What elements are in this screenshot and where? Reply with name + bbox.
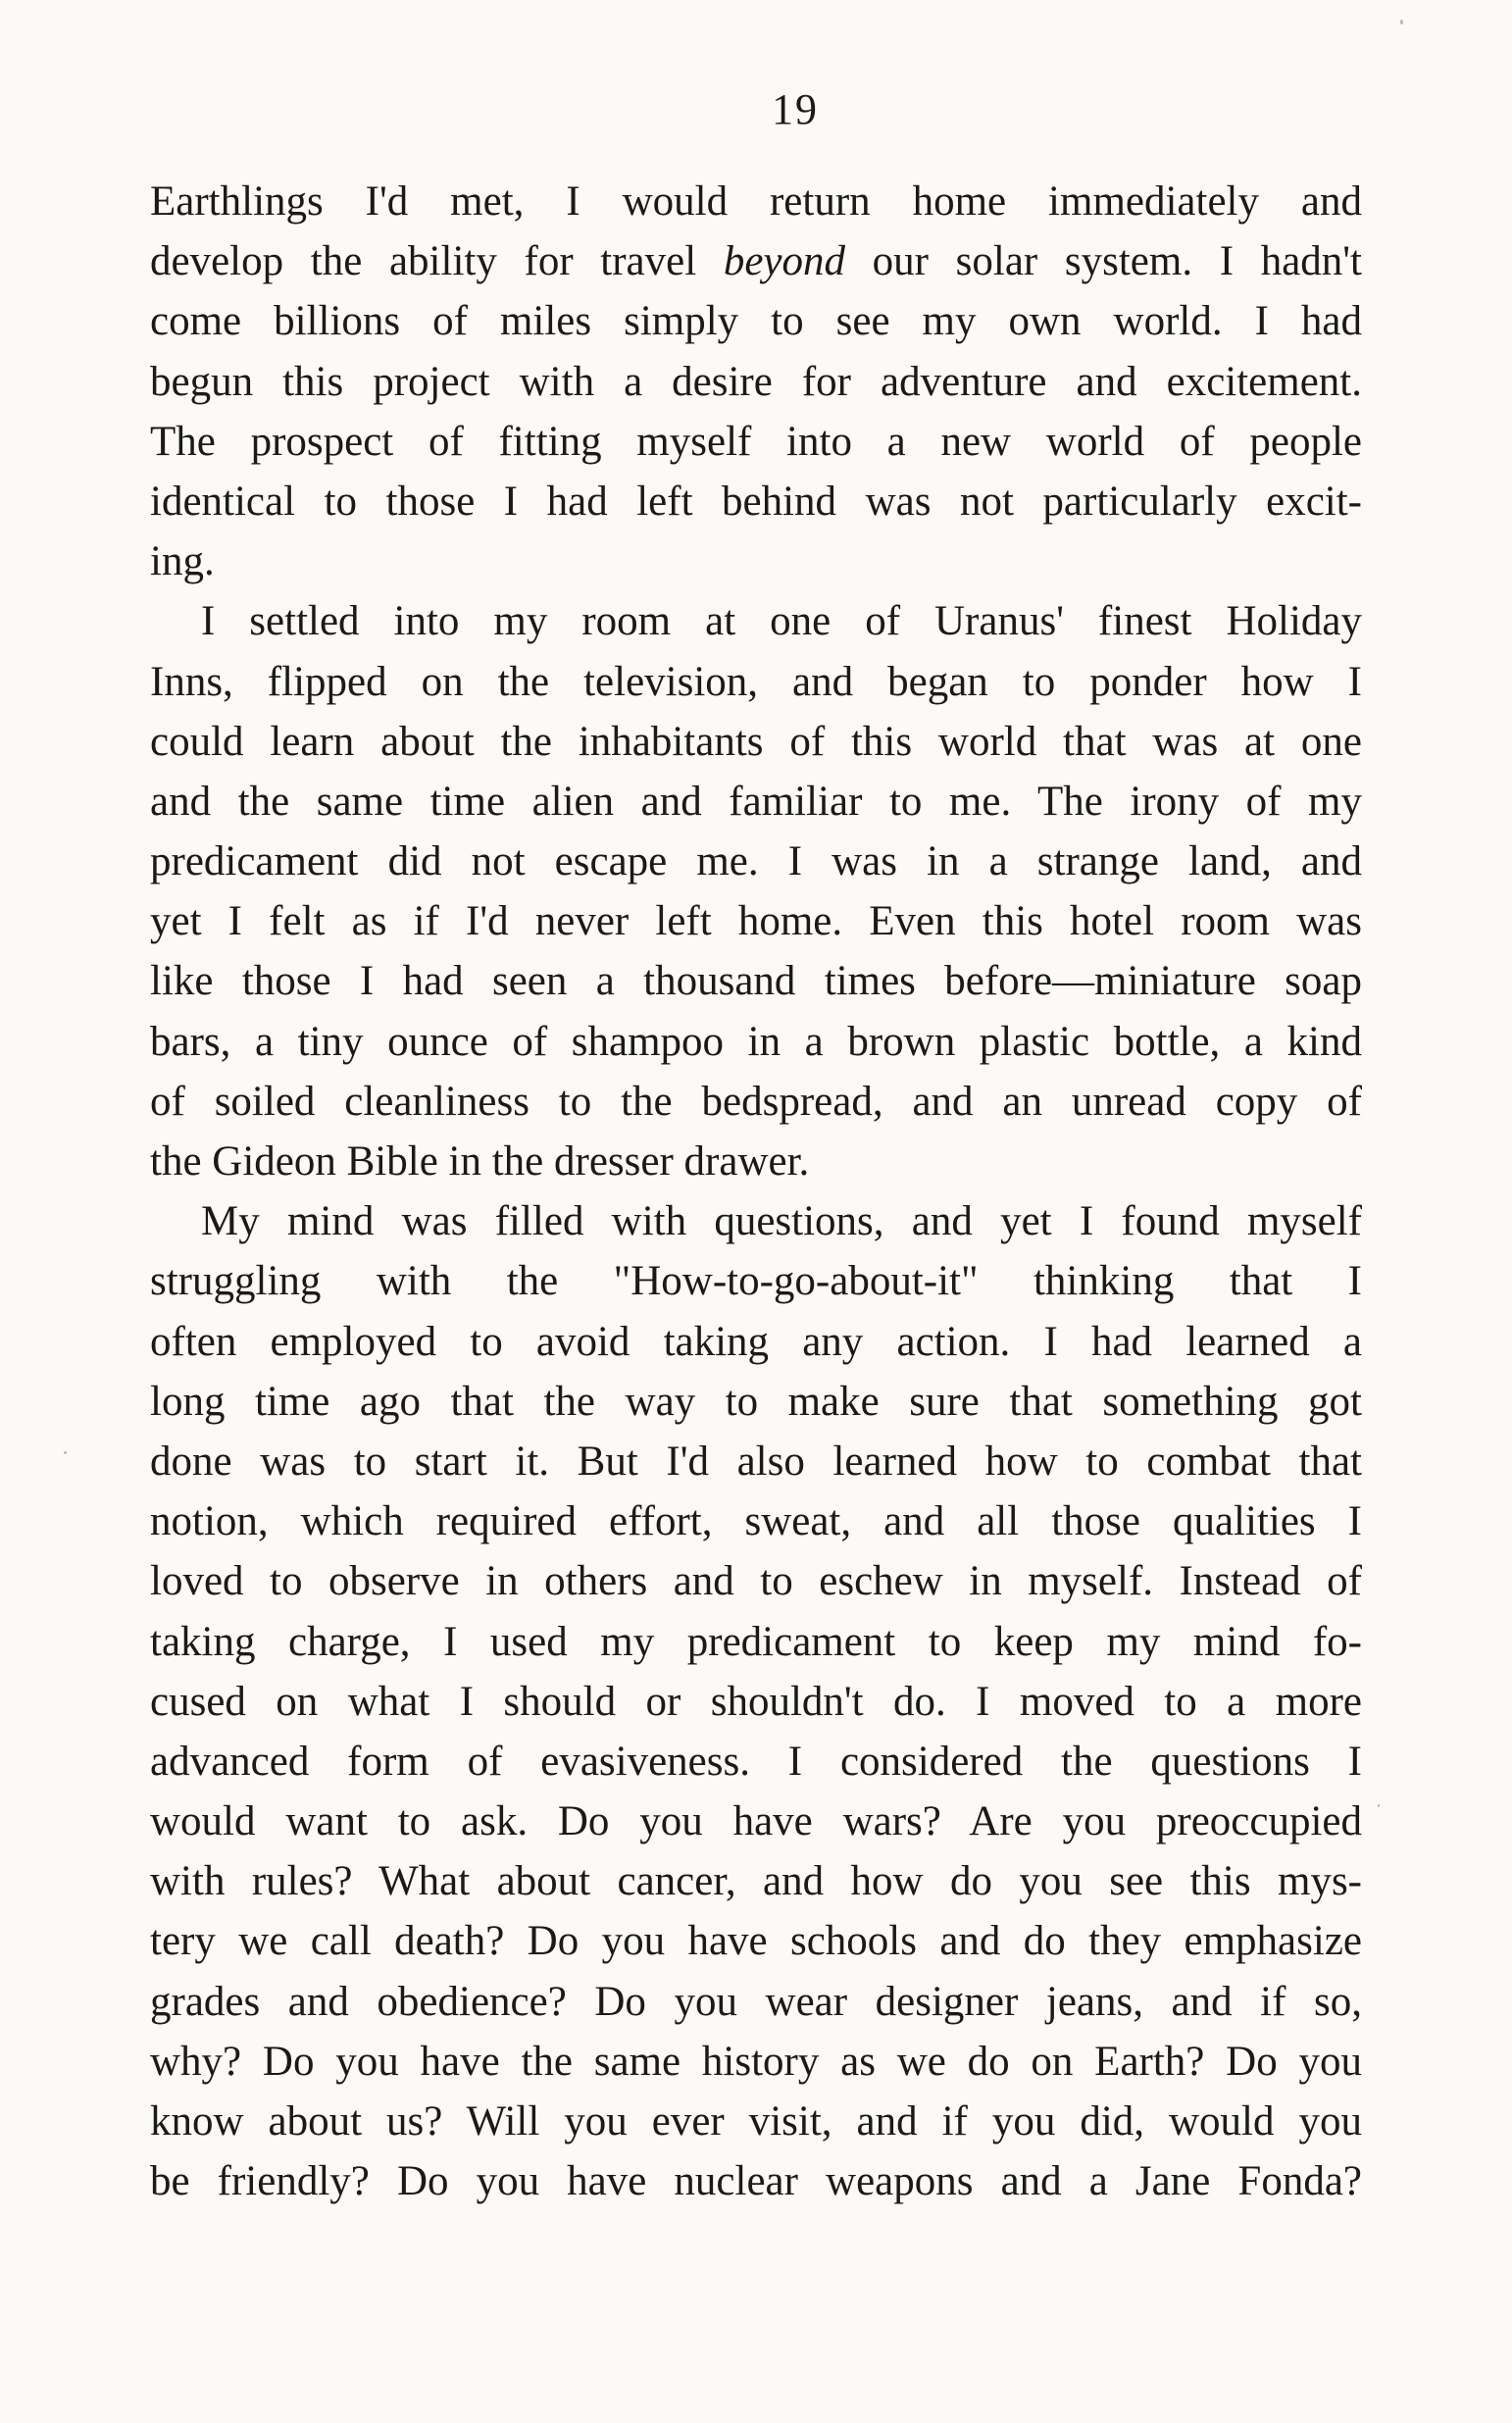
text-line [150,231,1362,291]
text-line: and the same time alien and familiar to me. The irony of my [150,778,1362,825]
text-line: tery we call death? Do you have schools and do they emphasize [150,1918,1362,1965]
text-line: why? Do you have the same history as we do on Earth? Do you [150,2038,1362,2085]
text-line: would want to ask. Do you have wars? Are you preoccupied [150,1798,1362,1845]
text-line: struggling with the "How-to-go-about-it" thinking that I [150,1258,1362,1305]
text-line: often employed to avoid taking any action. I had learned a [150,1318,1362,1365]
page-number: 19 [772,85,819,133]
scan-speck [1378,1804,1380,1807]
body-text [150,172,1362,2211]
text-line: know about us? Will you ever visit, and if you did, would you [150,2098,1362,2145]
text-line: Inns, flipped on the television, and began to ponder how I [150,658,1362,705]
text-line: with rules? What about cancer, and how do you see this mys- [150,1858,1362,1905]
text-line: done was to start it. But I'd also learned how to combat that [150,1438,1362,1485]
text-line: grades and obedience? Do you wear designer jeans, and if so, [150,1978,1362,2025]
text-line: begun this project with a desire for adventure and excitement. [150,358,1362,405]
scan-speck [1400,20,1403,25]
text-line: like those I had seen a thousand times before—miniature soap [150,958,1362,1005]
text-line: the Gideon Bible in the dresser drawer. [150,1138,810,1185]
text-segment: develop the ability for travel [150,238,724,285]
text-line: could learn about the inhabitants of this world that was at one [150,718,1362,765]
text-line: Earthlings I'd met, I would return home immediately and [150,178,1362,225]
scan-speck [64,1451,67,1454]
text-line: long time ago that the way to make sure that something got [150,1378,1362,1425]
text-line: My mind was filled with questions, and yet I found myself [201,1198,1362,1245]
italic-word: beyond [723,238,846,285]
text-line: be friendly? Do you have nuclear weapons and a Jane Fonda? [150,2158,1362,2205]
text-line: of soiled cleanliness to the bedspread, and an unread copy of [150,1078,1362,1125]
text-line: identical to those I had left behind was not particularly excit- [150,478,1362,525]
text-line: yet I felt as if I'd never left home. Even this hotel room was [150,898,1362,945]
text-line: predicament did not escape me. I was in a strange land, and [150,838,1362,885]
text-line: advanced form of evasiveness. I considered the questions I [150,1738,1362,1785]
text-line: notion, which required effort, sweat, and all those qualities I [150,1498,1362,1545]
text-line: bars, a tiny ounce of shampoo in a brown plastic bottle, a kind [150,1018,1362,1065]
text-line: loved to observe in others and to eschew in myself. Instead of [150,1558,1362,1605]
text-line: The prospect of fitting myself into a new world of people [150,418,1362,465]
text-line: cused on what I should or shouldn't do. I moved to a more [150,1678,1362,1725]
text-line: ing. [150,538,215,585]
text-line: I settled into my room at one of Uranus' finest Holiday [201,598,1362,645]
text-line: come billions of miles simply to see my own world. I had [150,298,1362,345]
text-line: taking charge, I used my predicament to keep my mind fo- [150,1618,1362,1665]
text-segment: our solar system. I hadn't [845,238,1362,285]
